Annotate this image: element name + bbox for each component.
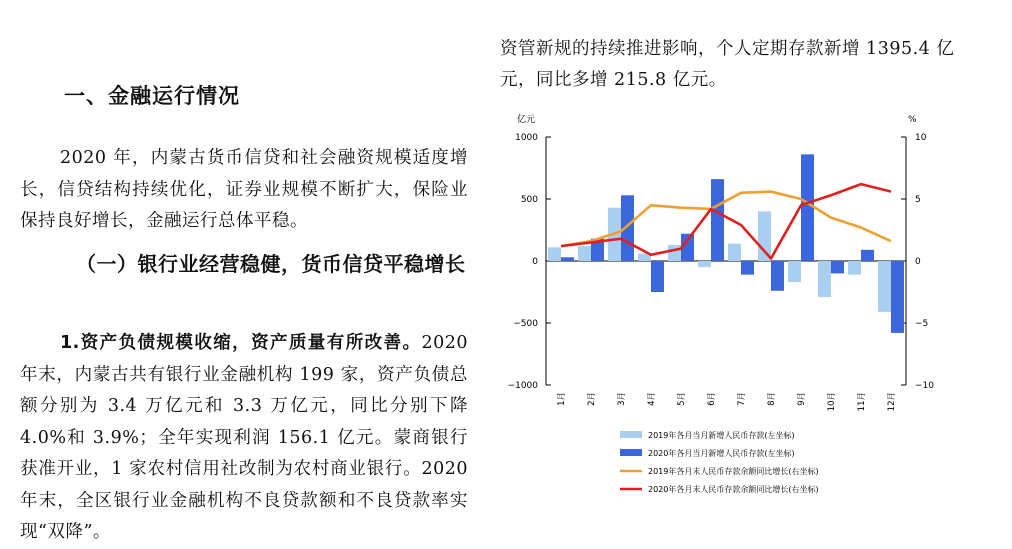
left-tick-label: 1000 — [515, 133, 538, 143]
bar-2019 — [848, 261, 861, 275]
legend-swatch-bar — [620, 431, 642, 438]
left-tick-label: −500 — [513, 319, 538, 329]
right-axis-unit: % — [908, 115, 917, 125]
bar-2020 — [711, 179, 724, 261]
legend-label: 2020年各月末人民币存款余额同比增长(右坐标) — [648, 485, 819, 494]
bar-2019 — [548, 247, 561, 261]
right-tick-label: −10 — [915, 381, 934, 391]
x-tick-label: 4月 — [647, 392, 657, 406]
bar-2020 — [891, 261, 904, 333]
legend-label: 2019年各月当月新增人民币存款(左坐标) — [648, 431, 795, 440]
x-tick-label: 7月 — [737, 392, 747, 406]
bar-2020 — [831, 261, 844, 273]
right-tick-label: 5 — [915, 195, 921, 205]
bar-2020 — [651, 261, 664, 292]
bar-2019 — [578, 246, 591, 261]
bar-2019 — [818, 261, 831, 297]
bar-2020 — [771, 261, 784, 291]
right-tick-label: 0 — [915, 257, 921, 267]
subsection-heading: （一）银行业经营稳健，货币信贷平稳增长 — [76, 252, 466, 276]
legend-label: 2019年各月末人民币存款余额同比增长(右坐标) — [648, 467, 819, 476]
assets-paragraph-lead: 1.资产负债规模收缩，资产质量有所改善。 — [60, 333, 422, 353]
bar-2019 — [788, 261, 801, 282]
left-tick-label: 0 — [532, 257, 538, 267]
right-tick-label: −5 — [915, 319, 929, 329]
x-tick-label: 5月 — [677, 392, 687, 406]
right-tick-label: 10 — [915, 133, 927, 143]
x-tick-label: 2月 — [587, 392, 597, 406]
bar-2020 — [741, 261, 754, 275]
legend-label: 2020年各月当月新增人民币存款(左坐标) — [648, 449, 795, 458]
section-heading: 一、金融运行情况 — [64, 84, 240, 108]
x-tick-label: 3月 — [617, 392, 627, 406]
bar-2020 — [801, 154, 814, 261]
bar-2019 — [878, 261, 891, 312]
bar-2020 — [561, 257, 574, 261]
x-tick-label: 6月 — [707, 392, 717, 406]
bar-2020 — [861, 250, 874, 261]
x-tick-label: 11月 — [857, 392, 867, 412]
intro-paragraph: 2020 年，内蒙古货币信贷和社会融资规模适度增长，信贷结构持续优化，证券业规模不断扩大，保险业保持良好增长，金融运行总体平稳。 — [20, 148, 468, 231]
assets-paragraph-body: 2020 年末，内蒙古共有银行业金融机构 199 家，资产负债总额分别为 3.4 万亿元和 3.3 万亿元，同比分别下降 4.0%和 3.9%；全年实现利润 156.1 亿元。蒙商银行获准开业，1 家农村信用社改制为农村商业银行。2020 年末，全区银行业金融机构不良贷款额和不良贷款率实现“双降”。 — [20, 333, 468, 542]
x-tick-label: 12月 — [887, 392, 897, 412]
left-tick-label: 500 — [520, 195, 538, 205]
bar-2019 — [728, 244, 741, 261]
x-tick-label: 1月 — [557, 392, 567, 406]
legend-swatch-bar — [620, 449, 642, 456]
bar-2019 — [698, 261, 711, 267]
bar-2019 — [758, 211, 771, 261]
x-tick-label: 8月 — [767, 392, 777, 406]
deposit-paragraph: 资管新规的持续推进影响，个人定期存款新增 1395.4 亿元，同比多增 215.8 亿元。 — [500, 39, 955, 90]
bar-2019 — [668, 245, 681, 261]
left-tick-label: −1000 — [507, 381, 538, 391]
left-axis-unit: 亿元 — [517, 115, 536, 125]
x-tick-label: 10月 — [827, 392, 837, 412]
x-tick-label: 9月 — [797, 392, 807, 406]
